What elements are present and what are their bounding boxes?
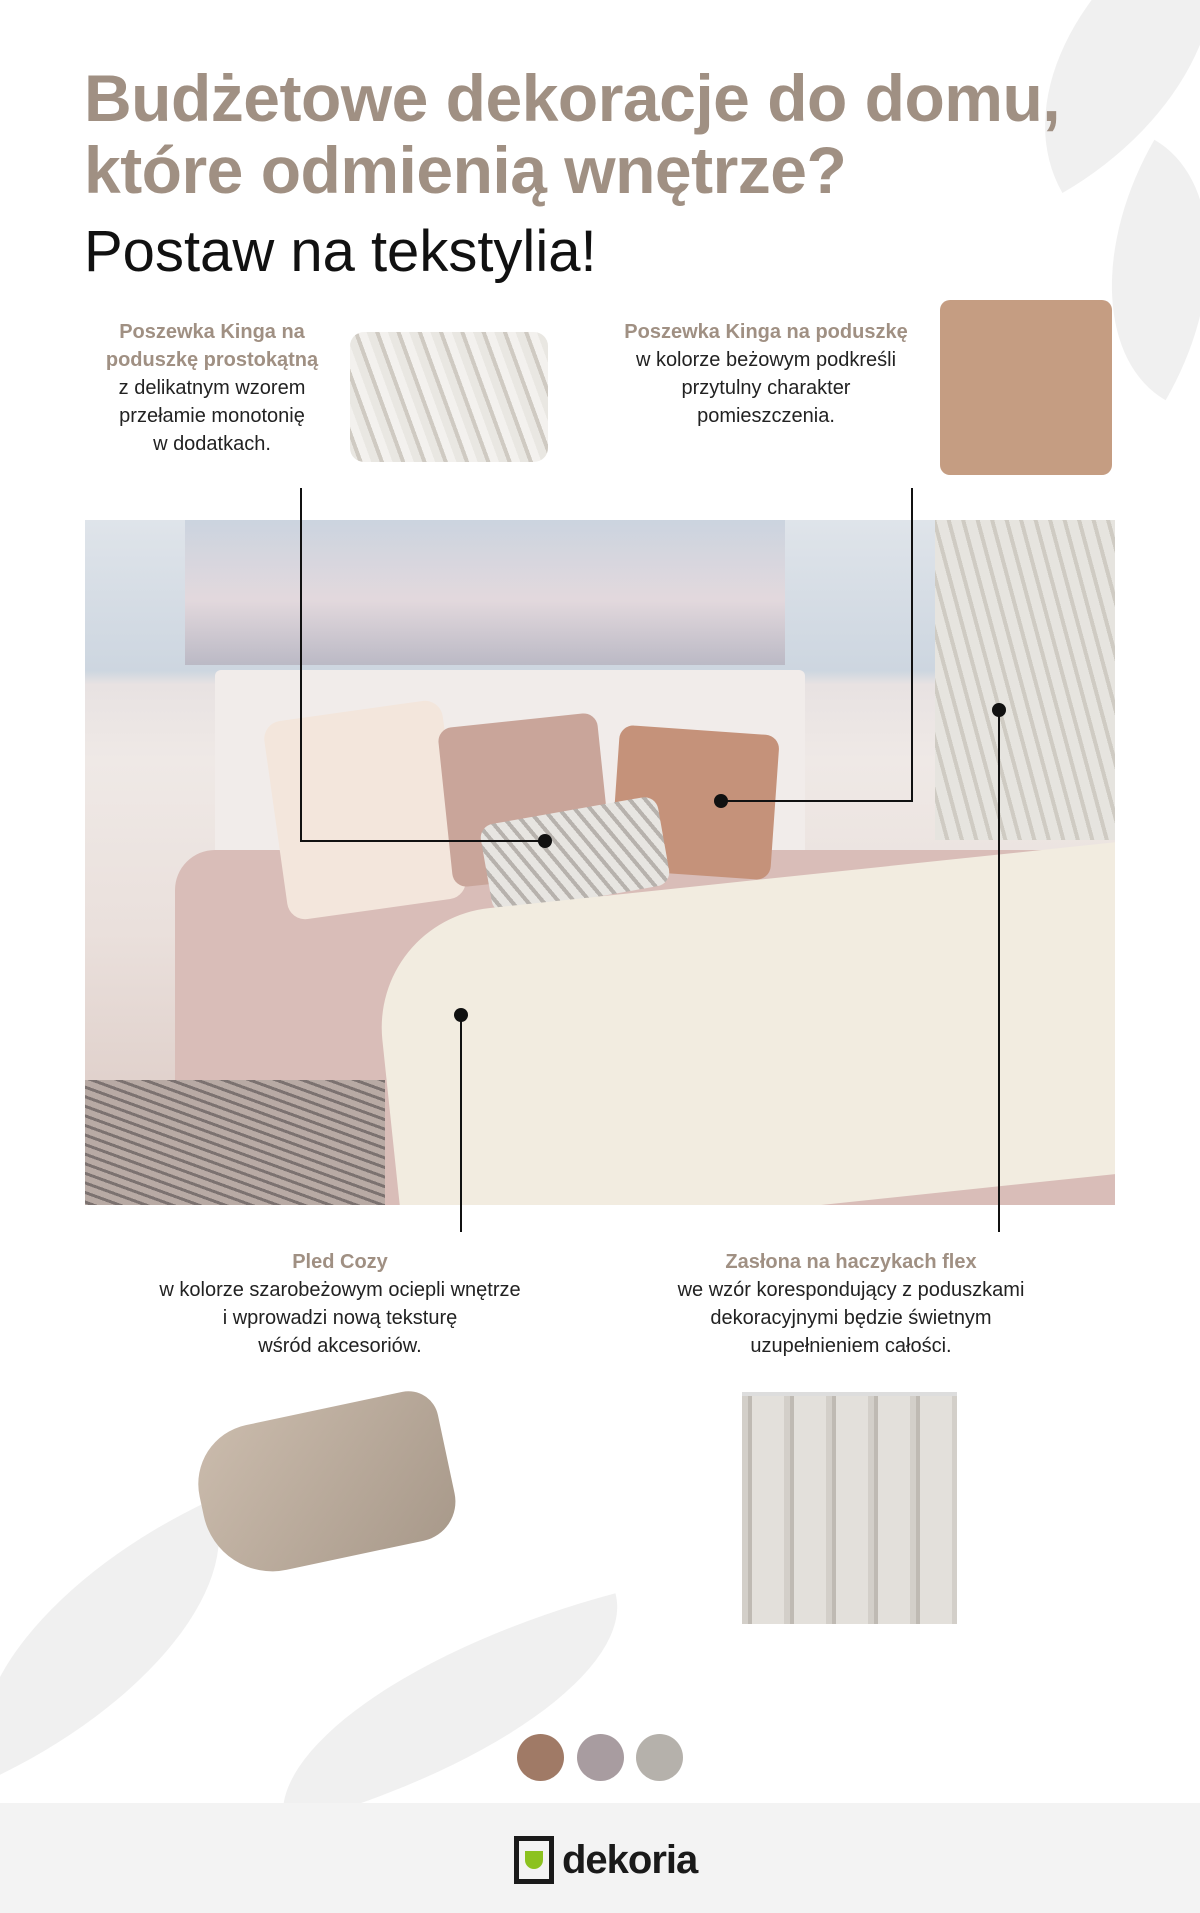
callout-dot[interactable] [538, 834, 552, 848]
pillow-beige-image[interactable] [940, 300, 1112, 475]
callout-dot[interactable] [714, 794, 728, 808]
product-pillow-rect-text: Poszewka Kinga na poduszkę prostokątną z delikatnym wzorem przełamie monotonię w dodatkach. [105, 321, 319, 455]
logo-text: dekoria [562, 1837, 698, 1882]
footer [0, 1803, 1200, 1913]
callout-line [911, 488, 913, 802]
pillow-rect-image[interactable] [350, 332, 548, 462]
page-subtitle: Postaw na tekstylia! [84, 219, 597, 284]
callout-dot[interactable] [454, 1008, 468, 1022]
product-curtain-text: Zasłona na haczykach flex we wzór korespondujący z poduszkami dekoracyjnymi będzie świetnym uzupełnieniem całości. [677, 1251, 1025, 1357]
color-swatch-brown [517, 1734, 564, 1781]
tulip-icon [514, 1836, 554, 1884]
callout-dot[interactable] [992, 703, 1006, 717]
page-title: Budżetowe dekoracje do domu, które odmienią wnętrze? [84, 61, 1061, 207]
callout-line [300, 840, 545, 842]
callout-line [460, 1015, 462, 1232]
product-throw-text: Pled Cozy w kolorze szarobeżowym ociepli wnętrze i wprowadzi nową teksturę wśród akcesoriów. [159, 1251, 521, 1357]
curtain-image[interactable] [742, 1392, 957, 1624]
color-swatch-grey [636, 1734, 683, 1781]
callout-line [998, 710, 1000, 1232]
callout-line [721, 800, 913, 802]
color-swatch-mauve [577, 1734, 624, 1781]
throw-image[interactable] [187, 1386, 463, 1585]
leaf-decoration [248, 1593, 651, 1827]
dekoria-logo[interactable] [514, 1836, 697, 1884]
callout-line [300, 488, 302, 842]
bedroom-photo [85, 520, 1115, 1205]
product-pillow-text: Poszewka Kinga na poduszkę w kolorze beżowym podkreśli przytulny charakter pomieszczenia. [624, 321, 908, 427]
